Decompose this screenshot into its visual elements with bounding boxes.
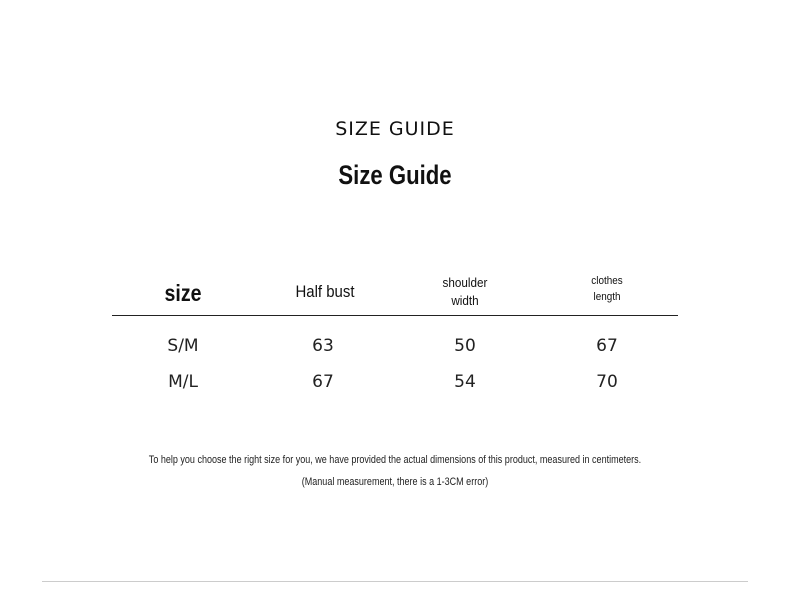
cell-shoulder-width: 50: [454, 336, 476, 356]
table-row: [112, 366, 678, 402]
cell-size: S/M: [167, 336, 199, 356]
header-half-bust: Half bust: [295, 282, 355, 301]
size-guide-eyebrow: SIZE GUIDE: [335, 118, 455, 140]
header-size: size: [164, 280, 202, 306]
header-clothes-length: clothes length: [591, 275, 623, 303]
page-title: Size Guide: [338, 160, 452, 190]
table-header-row: [112, 262, 678, 316]
error-note: (Manual measurement, there is a 1-3CM error): [301, 476, 489, 488]
header-shoulder-width: shoulder width: [442, 275, 488, 308]
cell-clothes-length: 70: [596, 372, 618, 392]
cell-clothes-length: 67: [596, 336, 618, 356]
table-row: [112, 330, 678, 366]
cell-size: M/L: [168, 372, 198, 392]
measurement-note: To help you choose the right size for you, we have provided the actual dimensions of this product, measured in centimeters.: [148, 454, 642, 466]
size-table: [112, 262, 678, 402]
cell-shoulder-width: 54: [454, 372, 476, 392]
cell-half-bust: 67: [312, 372, 334, 392]
bottom-divider: [42, 581, 748, 582]
cell-half-bust: 63: [312, 336, 334, 356]
